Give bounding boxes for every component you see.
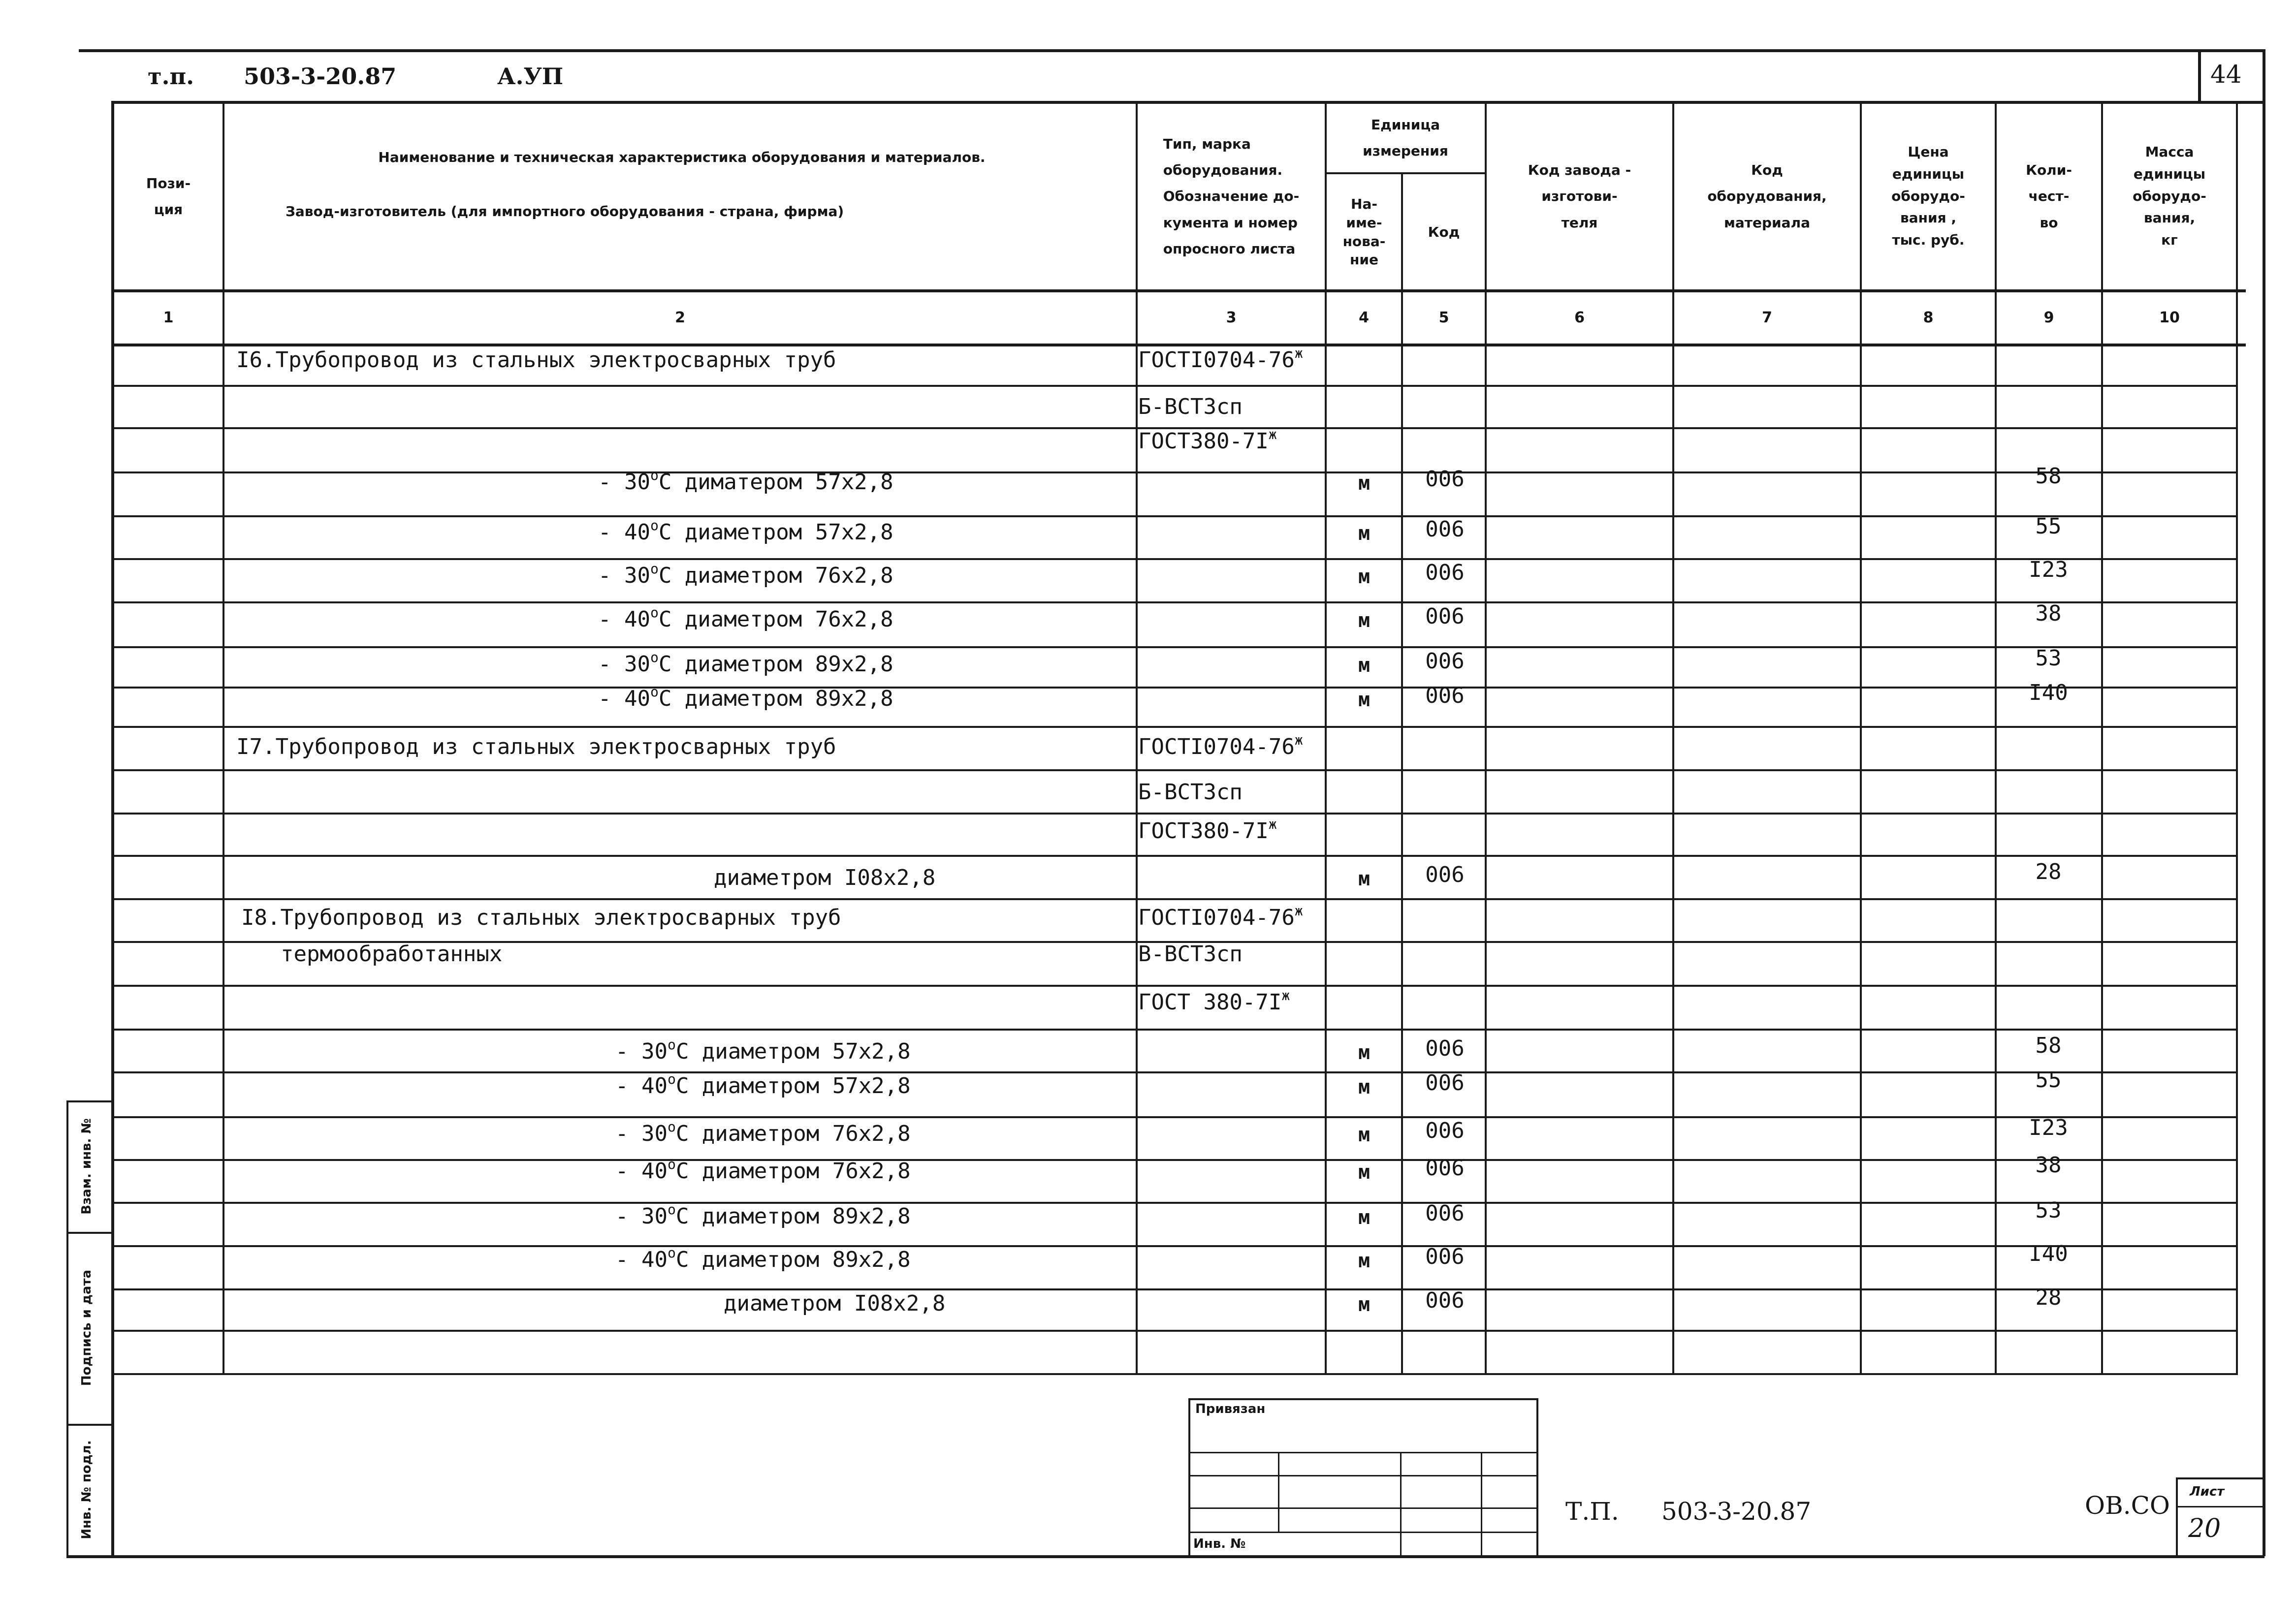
row-unit: м <box>1358 1293 1371 1316</box>
row-unit-code: 006 <box>1425 517 1465 542</box>
header-mass: Масса единицы оборудо- вания, кг <box>2133 144 2206 249</box>
header-equipment-code: Код оборудования, материала <box>1707 162 1827 231</box>
row-line <box>111 601 2238 603</box>
row-quantity: 53 <box>2035 646 2062 671</box>
list-number: 20 <box>2188 1514 2221 1543</box>
page-number-box-line <box>2198 49 2201 101</box>
side-inv-orig-label: Инв. № подл. <box>79 1440 94 1539</box>
row-unit: м <box>1358 472 1371 495</box>
row-type-text: В-ВСТ3сп <box>1138 941 1243 967</box>
frame-bottom-line <box>66 1555 2264 1558</box>
attached-col-1 <box>1278 1452 1279 1532</box>
attached-label: Привязан <box>1195 1402 1266 1416</box>
row-type-text: ГОСТI0704-76 <box>1138 734 1295 759</box>
header-quantity: Коли- чест- во <box>2026 162 2072 231</box>
row-type-text: ГОСТI0704-76 <box>1138 347 1295 373</box>
row-type-designation <box>1138 816 1277 844</box>
row-unit: м <box>1358 1161 1371 1184</box>
row-unit-code: 006 <box>1425 649 1465 674</box>
row-type-designation <box>1138 732 1303 759</box>
attached-row-1 <box>1188 1452 1538 1453</box>
row-name: - 30$^o$С диаметром 57х2,8 <box>615 1036 911 1064</box>
list-box-top <box>2176 1477 2263 1479</box>
side-signature-date-label: Подпись и дата <box>79 1269 94 1386</box>
col-number-3: 3 <box>1226 309 1237 326</box>
row-name: I8.Трубопровод из стальных электросварных труб <box>241 905 841 930</box>
album-code: А.УП <box>497 63 564 90</box>
row-line <box>111 985 2238 987</box>
row-name: диаметром I08х2,8 <box>714 865 936 890</box>
attached-box-top <box>1188 1398 1538 1400</box>
col-number-9: 9 <box>2043 309 2054 326</box>
row-type-revision-mark: ж <box>1294 345 1303 361</box>
row-name: - 40$^o$С диаметром 89х2,8 <box>598 684 893 711</box>
row-quantity: 38 <box>2035 1153 2062 1178</box>
title-section: ОВ.СО <box>2085 1491 2170 1520</box>
row-unit-code: 006 <box>1425 683 1465 708</box>
list-box-left <box>2176 1477 2178 1556</box>
row-type-designation <box>1138 782 1243 803</box>
row-name: - 40$^o$С диаметром 76х2,8 <box>615 1156 911 1184</box>
row-type-revision-mark: ж <box>1294 903 1303 919</box>
row-line <box>111 769 2238 771</box>
row-type-text: ГОСТ380-7I <box>1138 818 1269 844</box>
row-line <box>111 1071 2238 1073</box>
row-quantity: 38 <box>2035 601 2062 626</box>
row-quantity: 53 <box>2035 1198 2062 1223</box>
col-number-2: 2 <box>675 309 685 326</box>
header-name-line1: Наименование и техническая характеристика оборудования и материалов. <box>378 149 986 166</box>
row-unit: м <box>1358 1041 1371 1064</box>
row-unit-code: 006 <box>1425 862 1465 887</box>
row-type-revision-mark: ж <box>1281 987 1290 1003</box>
row-unit-code: 006 <box>1425 1156 1465 1181</box>
row-name: - 30$^o$С диаметром 76х2,8 <box>598 561 893 588</box>
row-line <box>111 558 2238 560</box>
header-type: Тип, марка оборудования. Обозначение до- кумента и номер опросного листа <box>1163 136 1300 257</box>
doc-number: 503-3-20.87 <box>244 63 397 90</box>
row-unit-code: 006 <box>1425 467 1465 492</box>
row-type-designation <box>1138 943 1243 965</box>
attached-col-2 <box>1400 1452 1402 1556</box>
row-unit-code: 006 <box>1425 604 1465 629</box>
row-type-text: Б-ВСТ3сп <box>1138 394 1243 419</box>
row-type-designation <box>1138 903 1303 930</box>
col-number-4: 4 <box>1359 309 1369 326</box>
unit-group-divider <box>1325 172 1485 174</box>
row-name: термообработанных <box>281 941 503 967</box>
header-name-line2: Завод-изготовитель (для импортного оборудования - страна, фирма) <box>286 203 844 220</box>
row-unit-code: 006 <box>1425 1070 1465 1096</box>
side-replace-inv-label: Взам. инв. № <box>79 1118 94 1215</box>
row-name: - 30$^o$С диаметром 89х2,8 <box>615 1201 911 1229</box>
col-line-10 <box>2236 101 2238 1373</box>
row-line <box>111 813 2238 815</box>
attached-row-4 <box>1188 1532 1538 1533</box>
attached-row-3 <box>1188 1507 1538 1509</box>
col-number-6: 6 <box>1574 309 1585 326</box>
row-line <box>111 385 2238 387</box>
col-number-1: 1 <box>163 309 174 326</box>
row-quantity: I40 <box>2029 680 2068 705</box>
header-position: Пози- ция <box>146 175 191 218</box>
row-line <box>111 471 2238 473</box>
row-unit: м <box>1358 1250 1371 1272</box>
list-box-divider <box>2176 1506 2263 1507</box>
row-line <box>111 1159 2238 1161</box>
page-number: 44 <box>2210 60 2242 89</box>
frame-right-line <box>2263 49 2265 1556</box>
row-unit: м <box>1358 522 1371 545</box>
table-bottom-line <box>111 1373 2238 1375</box>
row-unit-code: 006 <box>1425 1244 1465 1269</box>
row-quantity: 55 <box>2035 1067 2062 1093</box>
title-doc-number: 503-3-20.87 <box>1661 1497 1812 1526</box>
row-name: - 40$^o$С диаметром 57х2,8 <box>615 1071 911 1098</box>
row-line <box>111 646 2238 648</box>
row-quantity: I23 <box>2029 557 2068 582</box>
row-unit: м <box>1358 565 1371 588</box>
row-name: - 30$^o$С диматером 57х2,8 <box>598 467 893 495</box>
row-quantity: 28 <box>2035 1285 2062 1310</box>
header-unit-name: На- име- нова- ние <box>1342 195 1386 268</box>
header-unit-code: Код <box>1428 223 1460 240</box>
row-name: - 30$^o$С диаметром 89х2,8 <box>598 649 893 677</box>
row-line <box>111 1330 2238 1332</box>
row-line <box>111 515 2238 517</box>
row-unit: м <box>1358 689 1371 711</box>
row-name: - 40$^o$С диаметром 89х2,8 <box>615 1245 911 1272</box>
row-name: I7.Трубопровод из стальных электросварных труб <box>236 734 836 759</box>
row-unit-code: 006 <box>1425 1201 1465 1226</box>
row-type-designation <box>1138 345 1303 373</box>
row-name: - 40$^o$С диаметром 76х2,8 <box>598 604 893 632</box>
row-unit-code: 006 <box>1425 560 1465 585</box>
row-line <box>111 1202 2238 1204</box>
header-factory-code: Код завода - изготови- теля <box>1528 162 1631 231</box>
row-name: - 40$^o$С диаметром 57х2,8 <box>598 517 893 545</box>
col-numbers-bottom-line <box>111 344 2246 346</box>
attached-col-3 <box>1481 1452 1482 1556</box>
title-tp-label: Т.П. <box>1565 1497 1619 1526</box>
doc-tp-label: т.п. <box>148 63 194 90</box>
row-unit: м <box>1358 1076 1371 1098</box>
row-quantity: I40 <box>2029 1241 2068 1266</box>
row-unit-code: 006 <box>1425 1118 1465 1143</box>
row-line <box>111 687 2238 689</box>
row-line <box>111 1116 2238 1118</box>
row-quantity: I23 <box>2029 1115 2068 1140</box>
row-type-revision-mark: ж <box>1294 732 1303 748</box>
row-type-designation <box>1138 426 1277 454</box>
row-line <box>111 1288 2238 1290</box>
attached-row-2 <box>1188 1475 1538 1476</box>
row-unit: м <box>1358 609 1371 632</box>
col-number-5: 5 <box>1438 309 1449 326</box>
inv-no-label: Инв. № <box>1193 1536 1246 1551</box>
col-line-4 <box>1401 172 1403 1373</box>
col-number-7: 7 <box>1762 309 1772 326</box>
row-line <box>111 855 2238 857</box>
row-unit: м <box>1358 654 1371 677</box>
header-unit-group: Единица измерения <box>1363 116 1448 159</box>
col-number-8: 8 <box>1923 309 1934 326</box>
row-type-text: ГОСТI0704-76 <box>1138 905 1295 930</box>
row-type-text: Б-ВСТ3сп <box>1138 780 1243 805</box>
row-type-designation <box>1138 396 1243 418</box>
row-quantity: 58 <box>2035 464 2062 489</box>
row-unit: м <box>1358 868 1371 890</box>
col-number-10: 10 <box>2159 309 2180 326</box>
row-quantity: 28 <box>2035 859 2062 884</box>
row-name: - 30$^o$С диаметром 76х2,8 <box>615 1119 911 1146</box>
row-line <box>111 1245 2238 1247</box>
row-type-designation <box>1138 987 1290 1015</box>
row-type-revision-mark: ж <box>1268 426 1277 442</box>
list-label: Лист <box>2190 1484 2225 1499</box>
row-type-revision-mark: ж <box>1268 816 1277 832</box>
header-price: Цена единицы оборудо- вания , тыс. руб. <box>1891 144 1965 249</box>
row-line <box>111 898 2238 900</box>
row-unit-code: 006 <box>1425 1288 1465 1313</box>
frame-top-line <box>79 49 2264 52</box>
row-line <box>111 1029 2238 1031</box>
row-line <box>111 726 2238 728</box>
row-quantity: 58 <box>2035 1033 2062 1058</box>
row-unit: м <box>1358 1206 1371 1229</box>
row-type-text: ГОСТ380-7I <box>1138 429 1269 454</box>
side-stamp-left-line <box>66 1100 68 1556</box>
row-unit: м <box>1358 1124 1371 1146</box>
row-quantity: 55 <box>2035 514 2062 539</box>
row-name: диаметром I08х2,8 <box>724 1291 946 1316</box>
row-unit-code: 006 <box>1425 1036 1465 1061</box>
row-name: I6.Трубопровод из стальных электросварных труб <box>236 347 836 373</box>
row-type-text: ГОСТ 380-7I <box>1138 990 1282 1015</box>
